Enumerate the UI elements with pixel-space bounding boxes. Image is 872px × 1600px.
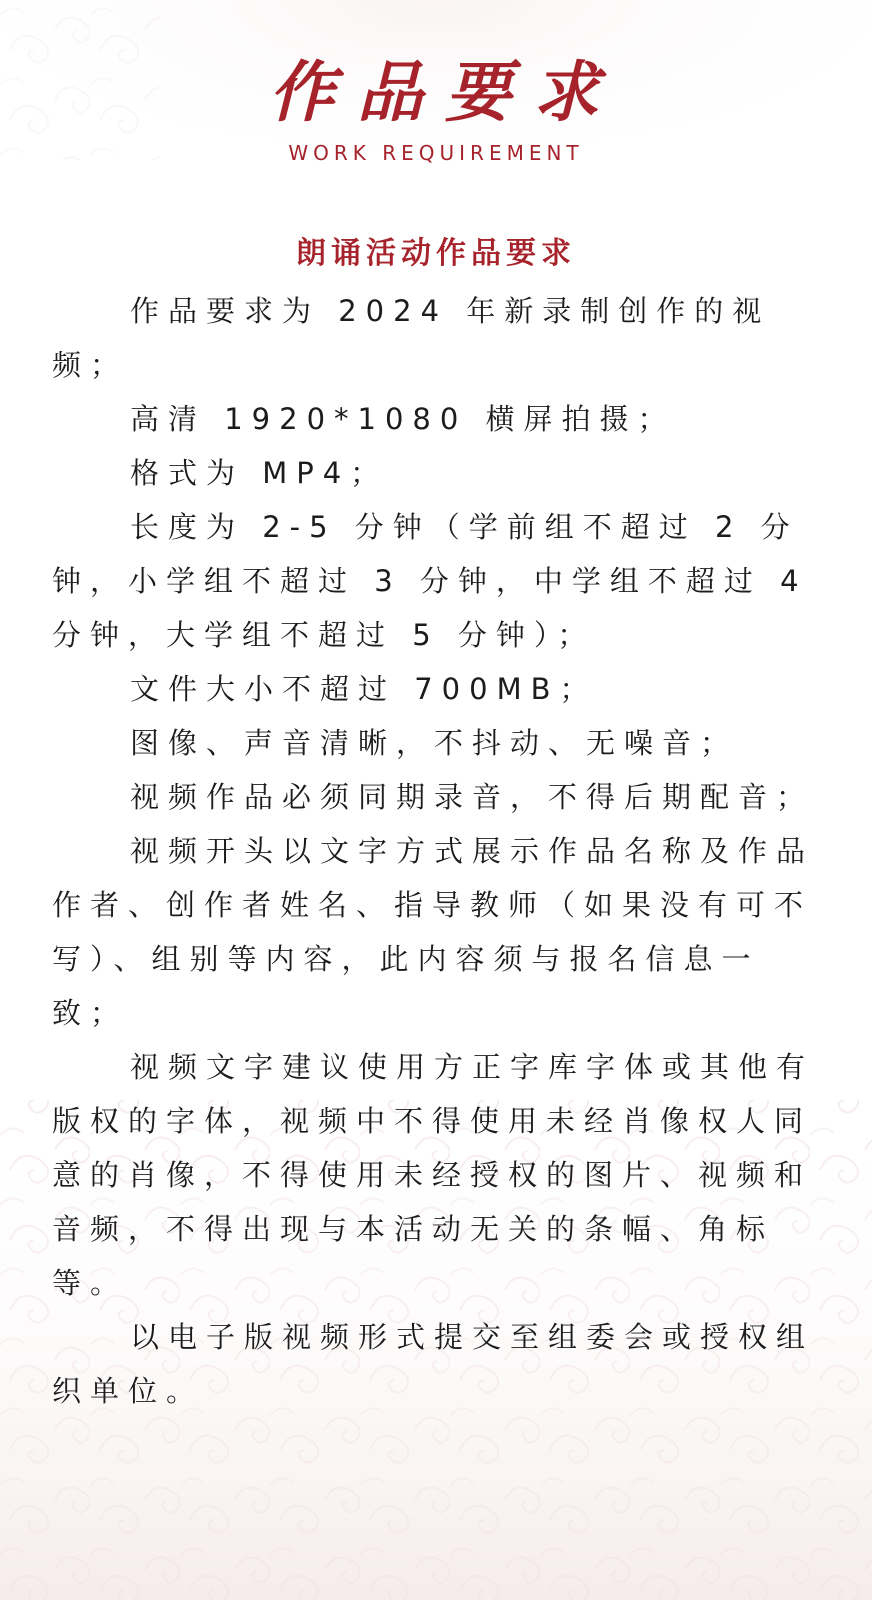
requirement-paragraph: 高清 1920*1080 横屏拍摄；	[130, 402, 676, 436]
page-title: 作品要求	[269, 53, 621, 131]
requirement-paragraph: 图像、声音清晰，不抖动、无噪音；	[130, 726, 739, 760]
requirement-paragraph: 视频开头以文字方式展示作品名称及作品作者、创作者姓名、指导教师（如果没有可不写）、组别等内容，此内容须与报名信息一致；	[52, 834, 815, 1030]
header	[0, 52, 872, 166]
requirement-paragraph: 视频作品必须同期录音，不得后期配音；	[130, 780, 815, 814]
section-title: 朗诵活动作品要求	[296, 236, 576, 271]
requirement-paragraph: 长度为 2-5 分钟（学前组不超过 2 分钟，小学组不超过 3 分钟，中学组不超过 4 分钟，大学组不超过 5 分钟）；	[52, 510, 808, 652]
requirement-paragraph: 作品要求为 2024 年新录制创作的视频；	[52, 294, 771, 382]
requirement-paragraph: 格式为 MP4；	[130, 456, 389, 490]
requirement-paragraph: 文件大小不超过 700MB；	[130, 672, 598, 706]
requirement-paragraph: 以电子版视频形式提交至组委会或授权组织单位。	[52, 1320, 815, 1408]
page-subtitle: WORK REQUIREMENT	[288, 141, 584, 165]
requirement-paragraph: 视频文字建议使用方正字库字体或其他有版权的字体，视频中不得使用未经肖像权人同意的肖像，不得使用未经授权的图片、视频和音频，不得出现与本活动无关的条幅、角标等。	[52, 1050, 815, 1300]
requirements-list	[52, 284, 828, 1418]
